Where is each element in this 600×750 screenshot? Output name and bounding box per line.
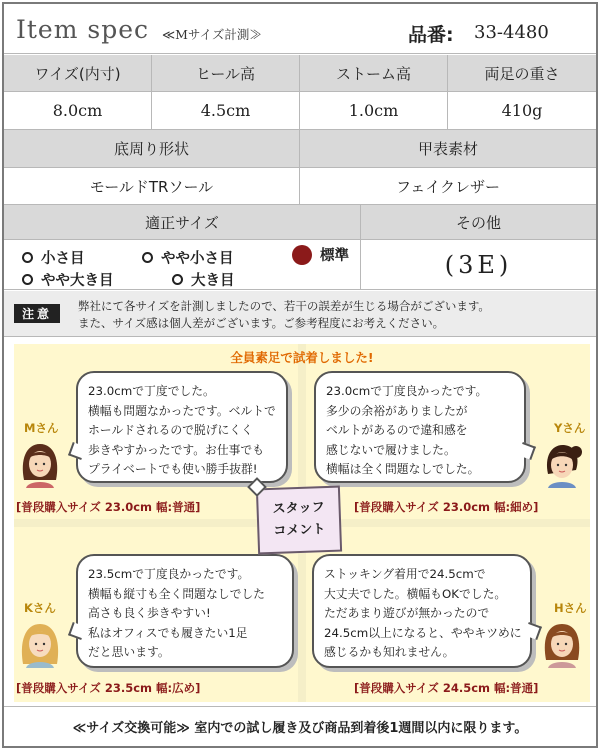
item-number-label: 品番: xyxy=(408,24,454,46)
woman-avatar-icon xyxy=(540,440,584,488)
spec-header xyxy=(4,4,596,54)
comment-bubble-m: 23.0cmで丁度でした。 横幅も問題なかったです。ベルトで ホールドされるので脱げにくく 歩きやすかったです。お仕事でも プライベートでも使い勝手抜群! xyxy=(76,371,288,483)
fit-header: 適正サイズ xyxy=(4,205,361,240)
page-title: Item spec xyxy=(16,15,149,44)
notice-line-2: また、サイズ感は個人差がございます。ご参考程度にお考えください。 xyxy=(78,316,445,330)
staff-comment-note xyxy=(256,486,342,555)
exchange-footer: ≪サイズ交換可能≫ 室内での試し履き及び商品到着後1週間以内に限ります。 xyxy=(4,706,596,746)
fit-option-label: やや小さ目 xyxy=(161,251,234,267)
comment-bubble-y: 23.0cmで丁度良かったです。 多少の余裕がありましたが ベルトがあるので違和感を 感じないで履けました。 横幅は全く問題なしでした。 xyxy=(314,371,526,483)
spec-header-storm: ストーム高 xyxy=(300,55,448,92)
spec-value-row-1 xyxy=(4,92,596,130)
other-header: その他 xyxy=(361,205,596,240)
spec-value-heel: 4.5cm xyxy=(152,92,300,130)
selected-dot-icon xyxy=(292,245,312,265)
fit-option-standard xyxy=(292,244,349,265)
fit-option-slightly-small xyxy=(142,247,234,268)
notice-line-1: 弊社にて各サイズを計測しましたので、若干の誤差が生じる場合がございます。 xyxy=(78,299,490,313)
spec-header-sole: 底周り形状 xyxy=(4,130,300,168)
woman-avatar-icon xyxy=(540,620,584,668)
staff-heading: 全員素足で試着しました! xyxy=(230,350,374,365)
unselected-circle-icon xyxy=(142,252,153,263)
fit-header-row xyxy=(4,205,596,240)
staff-caption-h: [普段購入サイズ 24.5cm 幅:普通] xyxy=(354,681,539,695)
other-value: (3E) xyxy=(444,250,513,279)
comment-bubble-k: 23.5cmで丁度良かったです。 横幅も縦寸も全く問題なしでした 高さも良く歩きやすい! 私はオフィスでも履きたい1足 だと思います。 xyxy=(76,554,294,668)
fit-row xyxy=(4,240,596,290)
note-line-2: コメント xyxy=(273,522,326,539)
fit-option-large xyxy=(172,269,235,290)
staff-caption-m: [普段購入サイズ 23.0cm 幅:普通] xyxy=(16,500,201,514)
staff-name-h: Hさん xyxy=(554,601,587,615)
notice-box xyxy=(4,291,596,337)
spec-header-row-2 xyxy=(4,130,596,168)
unselected-circle-icon xyxy=(22,274,33,285)
page-subtitle: ≪Mサイズ計測≫ xyxy=(162,27,262,42)
spec-value-material: フェイクレザー xyxy=(300,168,596,205)
spec-header-row-1 xyxy=(4,55,596,92)
spec-value-storm: 1.0cm xyxy=(300,92,448,130)
fit-option-slightly-large xyxy=(22,269,114,290)
spec-header-material: 甲表素材 xyxy=(300,130,596,168)
staff-name-k: Kさん xyxy=(24,601,56,615)
unselected-circle-icon xyxy=(172,274,183,285)
woman-avatar-icon xyxy=(18,620,62,668)
staff-caption-y: [普段購入サイズ 23.0cm 幅:細め] xyxy=(354,500,539,514)
notice-badge: 注意 xyxy=(14,304,60,323)
spec-value-row-2 xyxy=(4,168,596,205)
fit-option-small xyxy=(22,247,85,268)
spec-header-heel: ヒール高 xyxy=(152,55,300,92)
fit-option-label: やや大き目 xyxy=(41,273,114,289)
comment-bubble-h: ストッキング着用で24.5cmで 大丈夫でした。横幅もOKでした。 ただあまり遊びが無かったので 24.5cm以上になると、ややキツめに 感じるかも知れません。 xyxy=(312,554,532,668)
spec-header-width: ワイズ(内寸) xyxy=(4,55,152,92)
fit-options xyxy=(4,240,361,289)
staff-name-y: Yさん xyxy=(554,421,586,435)
staff-name-m: Mさん xyxy=(24,421,59,435)
fit-option-label: 小さ目 xyxy=(41,251,85,267)
spec-value-width: 8.0cm xyxy=(4,92,152,130)
note-line-1: スタッフ xyxy=(272,500,325,517)
item-number: 33-4480 xyxy=(474,22,549,43)
spec-value-weight: 410g xyxy=(448,92,596,130)
fit-option-label: 大き目 xyxy=(191,273,235,289)
woman-avatar-icon xyxy=(18,440,62,488)
spec-value-sole: モールドTRソール xyxy=(4,168,300,205)
spec-header-weight: 両足の重さ xyxy=(448,55,596,92)
staff-caption-k: [普段購入サイズ 23.5cm 幅:広め] xyxy=(16,681,201,695)
unselected-circle-icon xyxy=(22,252,33,263)
fit-option-label: 標準 xyxy=(320,248,349,264)
